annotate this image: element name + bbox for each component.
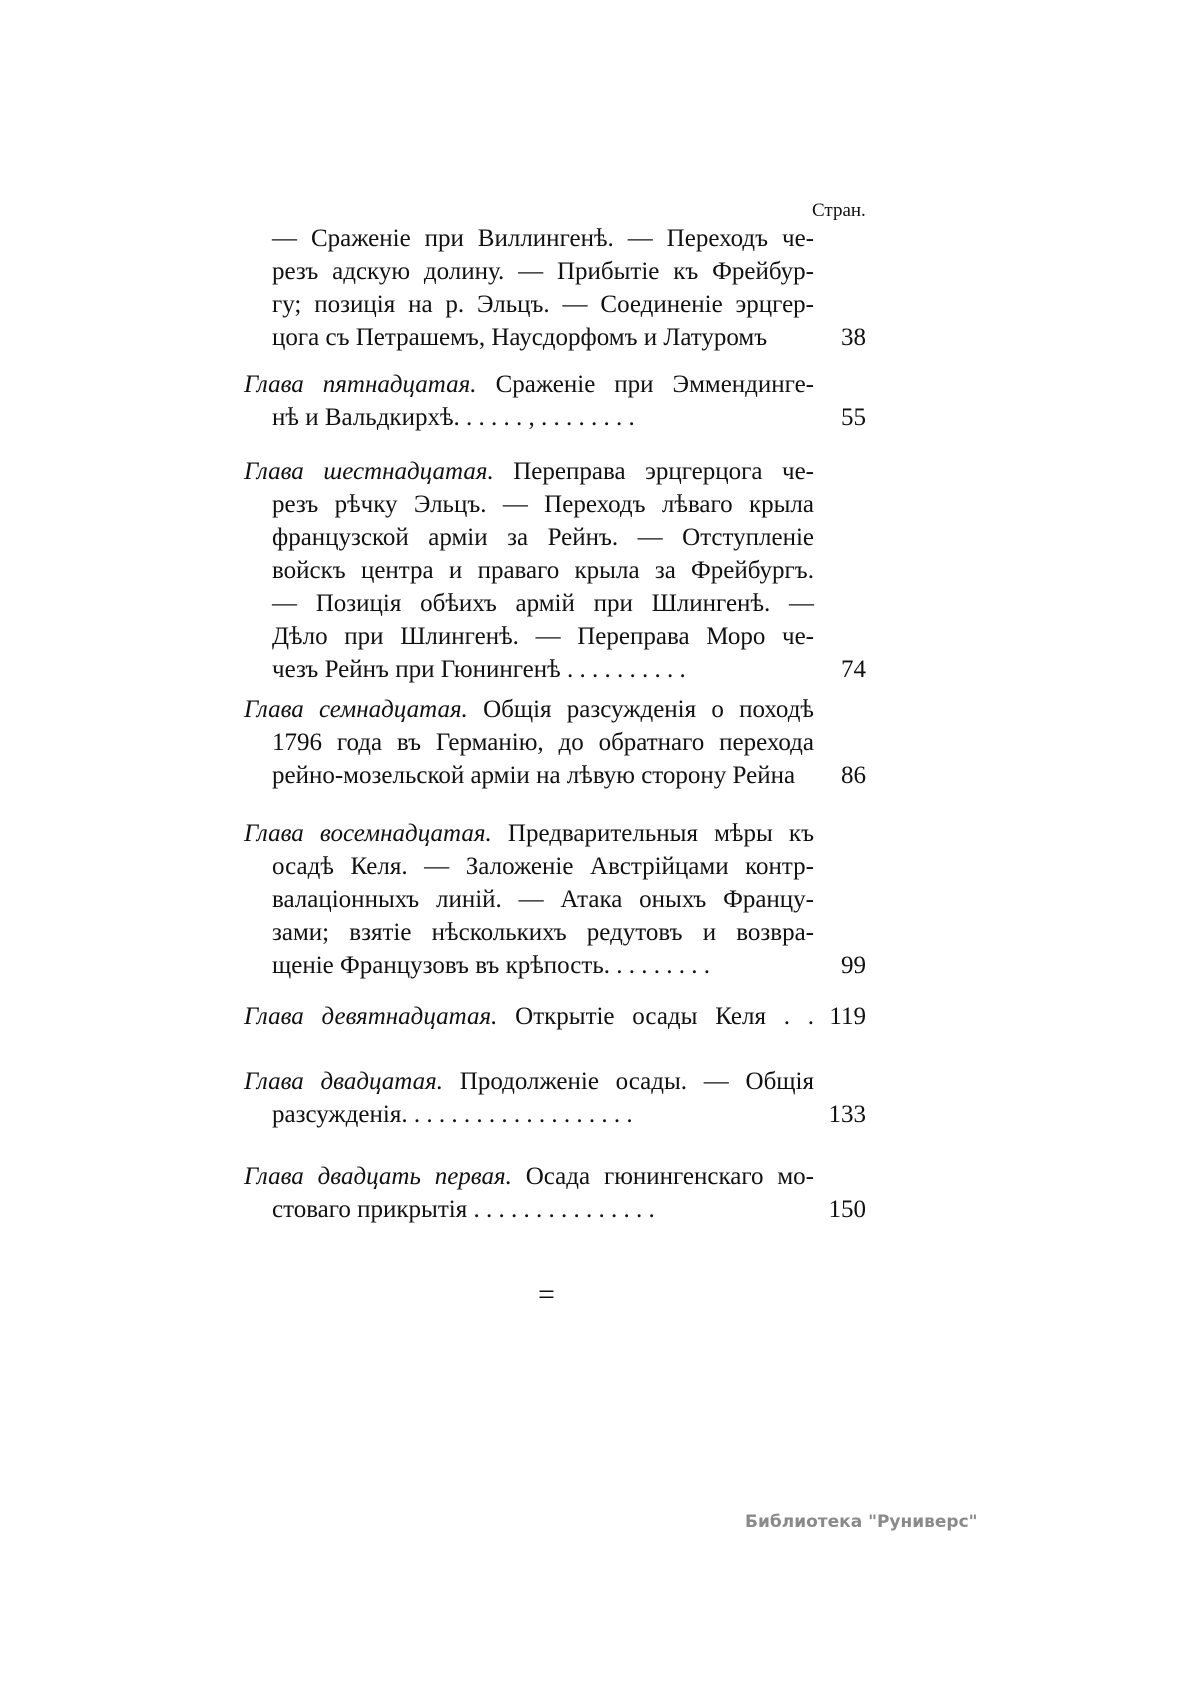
toc-entry <box>244 455 866 686</box>
toc-line <box>244 817 814 850</box>
chapter-text: Сраженіе при Эммендинге- <box>495 371 815 398</box>
page-number: 119 <box>829 1003 866 1030</box>
toc-line <box>272 620 814 653</box>
chapter-label: Глава восемнадцатая. <box>244 820 492 847</box>
page-column-header: Стран. <box>812 200 866 221</box>
chapter-label: Глава шестнадцатая. <box>244 458 494 485</box>
chapter-text: резъ рѣчку Эльцъ. — Переходъ лѣваго крыла <box>272 491 814 518</box>
toc-line <box>244 1065 814 1098</box>
chapter-text: чезъ Рейнъ при Гюнингенѣ . . . . . . . . . . <box>272 656 686 683</box>
chapter-label: Глава двадцатая. <box>244 1068 444 1095</box>
chapter-text: Общія разсужденія о походѣ <box>483 696 815 723</box>
chapter-text: резъ адскую долину. — Прибытіе къ Фрейбур- <box>272 258 814 285</box>
chapter-text: Продолженіе осады. — Общія <box>459 1068 814 1095</box>
toc-line <box>272 488 814 521</box>
page-number: 55 <box>841 404 866 431</box>
toc-line <box>272 255 814 288</box>
chapter-text: войскъ центра и праваго крыла за Фрейбургъ. <box>272 557 814 584</box>
chapter-text: осадѣ Келя. — Заложеніе Австрійцами контр- <box>272 853 814 880</box>
end-ornament: = <box>538 1278 555 1311</box>
toc-entry <box>244 1000 866 1033</box>
toc-line <box>272 726 814 759</box>
chapter-text: французской арміи за Рейнъ. — Отступленіе <box>272 524 814 551</box>
chapter-text: зами; взятіе нѣсколькихъ редутовъ и возвра- <box>272 919 814 946</box>
chapter-text: Открытіе осады Келя . . <box>515 1003 815 1030</box>
toc-line <box>272 1098 814 1131</box>
toc-entry <box>244 222 866 354</box>
toc-line <box>244 368 814 401</box>
toc-line <box>272 401 814 434</box>
chapter-text: — Позиція обѣихъ армій при Шлингенѣ. — <box>272 590 814 617</box>
chapter-text: Переправа эрцгерцога че- <box>513 458 814 485</box>
chapter-label: Глава семнадцатая. <box>244 696 468 723</box>
toc-line <box>272 949 814 982</box>
chapter-text: — Сраженіе при Виллингенѣ. — Переходъ че- <box>272 225 814 252</box>
toc-line <box>244 1000 814 1033</box>
chapter-text: Предварительныя мѣры къ <box>507 820 815 847</box>
page-number: 150 <box>828 1196 866 1223</box>
toc-entry <box>244 1065 866 1131</box>
toc-line <box>272 850 814 883</box>
chapter-text: гу; позиція на р. Эльцъ. — Соединеніе эрцгер- <box>272 291 814 318</box>
toc-line <box>244 693 814 726</box>
chapter-text: Осада гюнингенскаго мо- <box>525 1163 815 1190</box>
toc-line <box>272 759 814 792</box>
page-number: 86 <box>841 762 866 789</box>
chapter-text: цога съ Петрашемъ, Наусдорфомъ и Латуромъ <box>272 324 768 351</box>
toc-line <box>272 222 814 255</box>
toc-line <box>272 288 814 321</box>
library-watermark: Библиотека "Руниверс" <box>745 1512 978 1532</box>
chapter-text: рейно-мозельской арміи на лѣвую сторону Рейна <box>272 762 796 789</box>
chapter-text: 1796 года въ Германію, до обратнаго перехода <box>272 729 814 756</box>
toc-line <box>244 455 814 488</box>
toc-line <box>272 521 814 554</box>
toc-line <box>272 653 814 686</box>
page-number: 133 <box>828 1101 866 1128</box>
chapter-text: стоваго прикрытія . . . . . . . . . . . . . . . <box>272 1196 655 1223</box>
chapter-text: Дѣло при Шлингенѣ. — Переправа Моро че- <box>272 623 814 650</box>
toc-line <box>272 554 814 587</box>
toc-entry <box>244 817 866 982</box>
page-number: 74 <box>841 656 866 683</box>
toc-entry <box>244 1160 866 1226</box>
chapter-label: Глава девятнадцатая. <box>244 1003 498 1030</box>
toc-entry <box>244 368 866 434</box>
page-number: 38 <box>841 324 866 351</box>
chapter-text: разсужденія. . . . . . . . . . . . . . . . . . . <box>272 1101 633 1128</box>
toc-line <box>272 321 814 354</box>
chapter-text: валаціонныхъ линій. — Атака оныхъ Францу- <box>272 886 814 913</box>
toc-line <box>272 883 814 916</box>
chapter-label: Глава двадцать первая. <box>244 1163 512 1190</box>
page-number: 99 <box>841 952 866 979</box>
toc-line <box>272 1193 814 1226</box>
toc-entry <box>244 693 866 792</box>
chapter-text: щеніе Французовъ въ крѣпость. . . . . . . . . <box>272 952 710 979</box>
chapter-text: нѣ и Вальдкирхѣ. . . . . . , . . . . . . . . <box>272 404 635 431</box>
toc-line <box>272 916 814 949</box>
toc-line <box>244 1160 814 1193</box>
chapter-label: Глава пятнадцатая. <box>244 371 477 398</box>
toc-line <box>272 587 814 620</box>
